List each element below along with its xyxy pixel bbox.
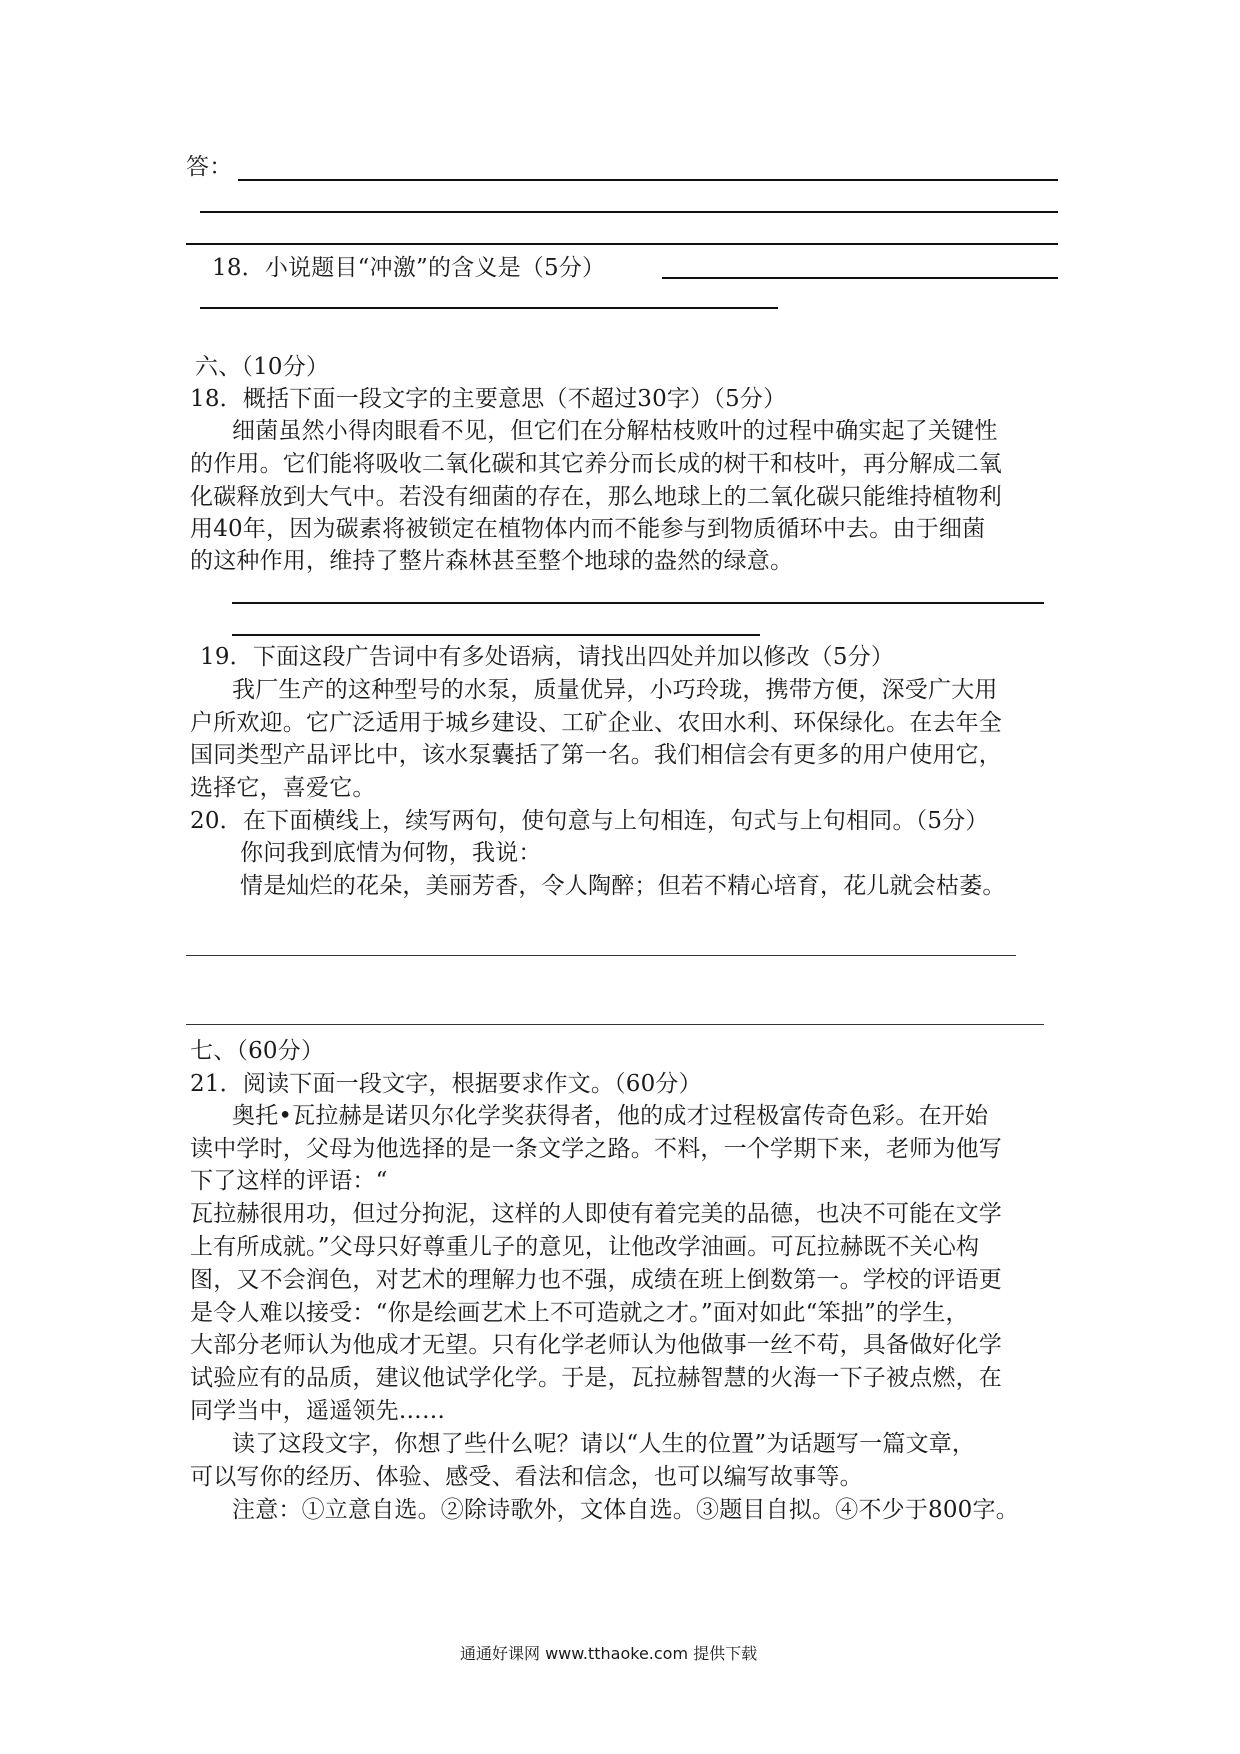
q18-answer-line-2[interactable] [232, 634, 760, 636]
question-20-prompt: 20．在下面横线上，续写两句，使句意与上句相连，句式与上句相同。（5分） [190, 808, 989, 834]
question-18-prompt: 18．概括下面一段文字的主要意思（不超过30字）（5分） [190, 386, 787, 412]
q19-passage-line: 户所欢迎。它广泛适用于城乡建设、工矿企业、农田水利、环保绿化。在去年全 [190, 710, 1002, 736]
q19-passage-line: 我厂生产的这种型号的水泵，质量优异，小巧玲珑，携带方便，深受广大用 [232, 677, 998, 703]
answer-line-1[interactable] [238, 179, 1058, 181]
q19-passage-line: 国同类型产品评比中，该水泵囊括了第一名。我们相信会有更多的用户使用它， [190, 742, 1002, 768]
q18-passage-line: 细菌虽然小得肉眼看不见，但它们在分解枯枝败叶的过程中确实起了关键性 [232, 418, 998, 444]
q21-passage-line: 下了这样的评语：“ [190, 1168, 388, 1194]
q21-passage-line: 图，又不会润色，对艺术的理解力也不强，成绩在班上倒数第一。学校的评语更 [190, 1267, 1002, 1293]
q20-answer-line-1[interactable] [186, 955, 1016, 956]
question-18a-prompt: 18．小说题目“冲激”的含义是（5分） [212, 255, 606, 281]
answer-line-2[interactable] [200, 211, 1058, 213]
q20-line-1: 你问我到底情为何物，我说： [240, 840, 542, 866]
q18-passage-line: 的作用。它们能将吸收二氧化碳和其它养分而长成的树干和枝叶，再分解成二氧 [190, 451, 1002, 477]
q21-passage-line: 可以写你的经历、体验、感受、看法和信念，也可以编写故事等。 [190, 1464, 863, 1490]
q18a-answer-line-2[interactable] [200, 307, 778, 309]
q18-passage-line: 用40年，因为碳素将被锁定在植物体内而不能参与到物质循环中去。由于细菌 [190, 516, 986, 542]
question-21-prompt: 21．阅读下面一段文字，根据要求作文。（60分） [190, 1071, 702, 1097]
section-6-heading: 六、（10分） [195, 354, 330, 380]
section-7-heading: 七、（60分） [190, 1038, 325, 1064]
q21-passage-line: 是令人难以接受：“你是绘画艺术上不可造就之才。”面对如此“笨拙”的学生， [190, 1300, 969, 1326]
q21-passage-line: 奥托•瓦拉赫是诺贝尔化学奖获得者，他的成才过程极富传奇色彩。在开始 [232, 1103, 989, 1129]
q21-requirements: 注意：①立意自选。②除诗歌外，文体自选。③题目自拟。④不少于800字。 [232, 1497, 1019, 1523]
q21-passage-line: 试验应有的品质，建议他试学化学。于是，瓦拉赫智慧的火海一下子被点燃，在 [190, 1365, 1002, 1391]
q21-passage-line: 同学当中，遥遥领先…… [190, 1398, 446, 1424]
q18-passage-line: 的这种作用，维持了整片森林甚至整个地球的盎然的绿意。 [190, 548, 794, 574]
q21-passage-line: 读了这段文字，你想了些什么呢？请以“人生的位置”为话题写一篇文章， [232, 1431, 976, 1457]
q21-passage-line: 上有所成就。”父母只好尊重儿子的意见，让他改学油画。可瓦拉赫既不关心构 [190, 1234, 980, 1260]
q18a-answer-line-1[interactable] [662, 277, 1058, 279]
q18-passage-line: 化碳释放到大气中。若没有细菌的存在，那么地球上的二氧化碳只能维持植物利 [190, 484, 1002, 510]
q21-passage-line: 读中学时，父母为他选择的是一条文学之路。不料，一个学期下来，老师为他写 [190, 1136, 1002, 1162]
answer-label: 答： [186, 154, 233, 180]
q19-passage-line: 选择它，喜爱它。 [190, 775, 376, 801]
q21-passage-line: 大部分老师认为他成才无望。只有化学老师认为他做事一丝不苟，具备做好化学 [190, 1332, 1002, 1358]
page-footer: 通通好课网 www.tthaoke.com 提供下载 [460, 1644, 758, 1663]
q21-passage-line: 瓦拉赫很用功，但过分拘泥，这样的人即使有着完美的品德，也决不可能在文学 [190, 1201, 1002, 1227]
q18-answer-line-1[interactable] [232, 602, 1044, 604]
q20-line-2: 情是灿烂的花朵，美丽芳香，令人陶醉；但若不精心培育，花儿就会枯萎。 [240, 873, 1006, 899]
q20-answer-line-2[interactable] [186, 1024, 1044, 1025]
question-19-prompt: 19．下面这段广告词中有多处语病，请找出四处并加以修改（5分） [200, 644, 895, 670]
answer-line-3[interactable] [186, 243, 1058, 245]
